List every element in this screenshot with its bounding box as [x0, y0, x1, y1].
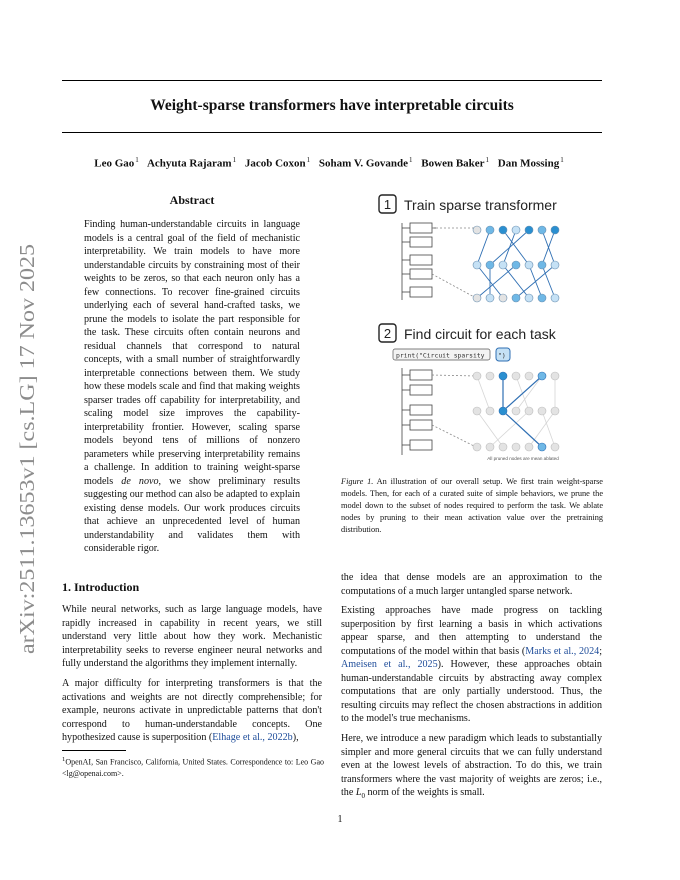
step-2-title: Find circuit for each task	[404, 326, 556, 342]
transformer-diagram-top	[402, 223, 476, 300]
footnote-mark: 1	[62, 756, 66, 763]
author-name: Soham V. Govande	[318, 157, 409, 170]
author-name: Bowen Baker	[421, 157, 485, 170]
figure-label: Figure 1.	[341, 477, 374, 486]
step-1-title: Train sparse transformer	[404, 197, 557, 213]
affiliation-mark: 1	[409, 156, 413, 164]
page-number: 1	[337, 814, 343, 825]
footnote-text: OpenAI, San Francisco, California, United States. Correspondence to: Leo Gao <lg@openai.com>.	[62, 757, 324, 778]
affiliation-mark: 1	[232, 156, 237, 164]
paragraph-text: ). However, these approaches obtain human-understandable circuits by abstracting away complex computations that are only partially understood. Thus, the resulting circuits may reflect the chosen abstractions in addition to the model's true mechanisms.	[341, 659, 602, 724]
figure-caption-text: An illustration of our overall setup. We first train weight-sparse models. Then, for each of a curated suite of simple behaviors, we prune the model down to the subset of nodes required to perform the task. We ablate nodes by pruning to their mean activation value over the pretraining distribution.	[341, 477, 603, 534]
affiliation-mark: 1	[485, 156, 490, 164]
pruned-network-circuit-edges	[503, 376, 542, 447]
pruned-network-nodes	[473, 372, 559, 451]
section-heading-introduction: 1. Introduction	[62, 580, 140, 594]
abstract-text: Finding human-understandable circuits in language models is a central goal of the field of mechanistic interpretability. We train models to have more understandable circuits by constraining most of their weights to be zeros, so that each neuron only has a few connections. To recover fine-grained circuits underlying each of several hand-crafted tasks, we prune the models to isolate the part responsible for the task. These circuits often contain neurons and residual channels that correspond to natural concepts, with a small number of straightforwardly interpretable connections between them. We study how these models scale and find that making weights sparser trades off capability for interpretability, and scaling model size improves the capability-interpretability frontier. However, scaling sparse models beyond tens of millions of nonzero parameters while preserving interpretability remains a challenge. In addition to training weight-sparse models	[84, 219, 300, 487]
paragraph-text: ;	[599, 645, 602, 657]
author-name: Achyuta Rajaram	[146, 157, 232, 170]
math-subscript: 0	[361, 792, 365, 801]
abstract-heading: Abstract	[169, 193, 215, 207]
figure-caption	[341, 476, 603, 536]
intro-paragraph-continued: the idea that dense models are an approximation to the computations of a much larger untangled sparse network.	[341, 572, 602, 597]
intro-paragraph-2	[62, 677, 322, 745]
step-2-number: 2	[383, 326, 392, 341]
author-name: Jacob Coxon	[244, 157, 306, 170]
citation-link[interactable]: Marks et al., 2024	[525, 645, 600, 657]
intro-paragraph-4	[341, 732, 602, 804]
ablation-note: All pruned nodes are mean ablated	[487, 456, 559, 461]
paragraph-text: ),	[292, 732, 299, 743]
citation-link[interactable]: Ameisen et al., 2025	[341, 659, 438, 670]
affiliation-mark: 1	[560, 156, 564, 164]
paragraph-text: Existing approaches have made progress on tackling superposition by first learning a basis in which activations appear sparse, and then attempting to understand the computations of the model within that basis (	[341, 605, 602, 657]
step-1-number: 1	[383, 197, 392, 212]
footnote	[62, 754, 324, 779]
intro-paragraph-1: While neural networks, such as large language models, have rapidly increased in capability in recent years, we still understand very little about how they work. Mechanistic interpretability seeks to reverse engineer neural networks and fully understand the algorithms they implement internally.	[62, 604, 322, 669]
paragraph-text: norm of the weights is small.	[364, 787, 485, 798]
transformer-diagram-bottom	[402, 368, 476, 455]
affiliation-mark: 1	[135, 156, 139, 164]
paper-title: Weight-sparse transformers have interpretable circuits	[150, 97, 514, 114]
intro-paragraph-3	[341, 604, 602, 726]
abstract-emphasis: de novo	[121, 475, 159, 487]
arxiv-identifier	[4, 238, 44, 658]
affiliation-mark: 1	[306, 156, 311, 164]
figure-1	[376, 190, 586, 465]
footnote-rule	[62, 750, 126, 751]
author-name: Dan Mossing	[497, 157, 560, 170]
code-snippet-end: ")	[498, 351, 506, 360]
citation-link[interactable]: Elhage et al., 2022b	[212, 732, 293, 743]
arxiv-id-text: arXiv:2511.13653v1 [cs.LG] 17 Nov 2025	[15, 295, 39, 654]
abstract-body	[84, 218, 300, 556]
top-rule	[62, 80, 602, 81]
paragraph-text: A major difficulty for interpreting transformers is that the activations and weights are not directly comprehensible; for example, neurons activate in unpredictable patterns that don't correspond to human-understandable concepts. One hypothesized cause is superposition (	[62, 678, 322, 743]
author-name: Leo Gao	[94, 157, 135, 170]
math-symbol: L	[355, 787, 362, 798]
paragraph-text: Here, we introduce a new paradigm which leads to substantially simpler and more general circuits that we can fully understand even at the lowest levels of abstraction. To do this, we train transformers where the vast majority of weights are zeros; i.e., the	[341, 733, 602, 798]
title-bottom-rule	[62, 132, 602, 133]
abstract-text: , we show preliminary results suggesting our method can also be adapted to explain existing dense models. Our work produces circuits that achieve an unprecedented level of human understandability and validates them with considerable rigor.	[84, 475, 301, 554]
author-list	[62, 156, 602, 170]
code-snippet-text: print("Circuit sparsity	[396, 351, 485, 360]
